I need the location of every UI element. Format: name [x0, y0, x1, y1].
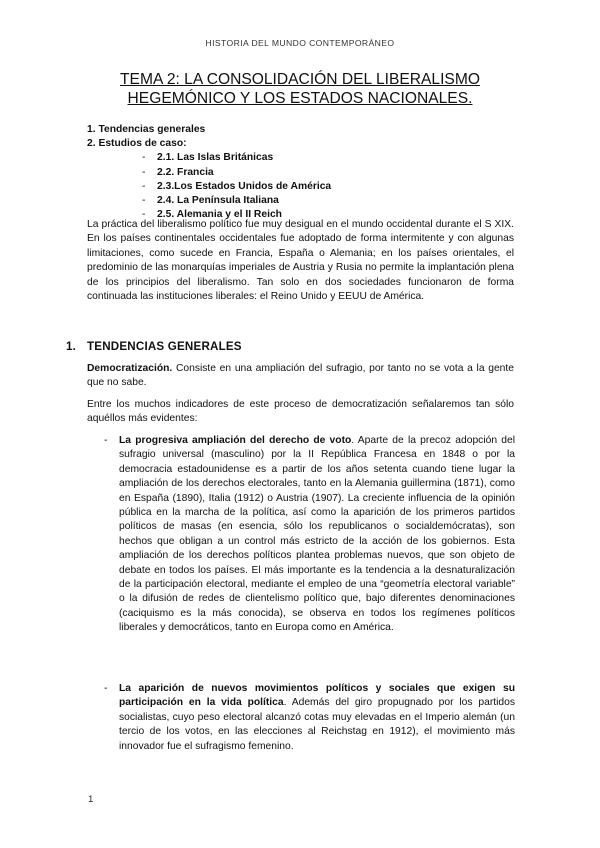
outline-subitem	[87, 194, 527, 208]
bullet-text: . Además del giro propugnado por los partidos socialistas, cuyo peso electoral alcanzó cotas muy elevadas en el Imperio alemán (un tercio de los votos, en las elecciones al Reichstag en 1912), el movimiento más innovador fue el sufragismo femenino.	[119, 697, 515, 752]
bullet-item	[104, 434, 515, 636]
section-heading	[66, 340, 242, 353]
outline-item: 2. Estudios de caso:	[87, 138, 187, 150]
bullet-text: . Aparte de la precoz adopción del sufragio universal (masculino) por la II República Francesa en 1848 o por la democracia estadounidense es a partir de los años setenta cuando tiene lugar la ampliación de los derechos electorales, tanto en la Alemania guillermina (1871), como en España (1890), Italia (1912) o Austria (1907). La creciente influencia de la opinión pública en la marcha de la política, así como la aparición de los primeros partidos políticos de masas (en esencia, sólo los republicanos o socialdemócratas), son hechos que obligan a un control más estricto de la acción de los gobiernos. Esta ampliación de los derechos políticos plantea problemas nuevos, que son objeto de debate en todos los países. El más importante es la tendencia a la desnaturalización de la participación electoral, mediante el empleo de una “geometría electoral variable” o la difusión de redes de clientelismo político que, bajo diferentes denominaciones (caciquismo es la más conocida), se observa en todos los regímenes políticos liberales y democráticos, tanto en Europa como en América.	[119, 435, 515, 634]
bullet-item	[104, 682, 515, 754]
title-line-2: HEGEMÓNICO Y LOS ESTADOS NACIONALES.	[127, 90, 473, 107]
outline-subitem-label: 2.3.Los Estados Unidos de América	[157, 180, 332, 192]
outline-item: 1. Tendencias generales	[87, 124, 206, 135]
democratization-term: Democratización.	[87, 363, 173, 374]
bullet-lead: La aparición de nuevos movimientos políticos y sociales que exigen su participación en la vida política	[119, 683, 515, 709]
dash-marker: -	[142, 166, 146, 178]
outline-subitem-label: 2.5. Alemania y el II Reich	[157, 209, 282, 221]
dash-marker: -	[104, 435, 108, 446]
title-line-1: TEMA 2: LA CONSOLIDACIÓN DEL LIBERALISMO	[120, 71, 480, 88]
outline-subitem-label: 2.4. La Península Italiana	[157, 195, 279, 207]
indicators-paragraph: Entre los muchos indicadores de este proceso de democratización señalaremos tan sólo aquéllos más evidentes:	[87, 399, 514, 425]
dash-marker: -	[142, 152, 146, 164]
running-header: HISTORIA DEL MUNDO CONTEMPORÁNEO	[205, 38, 395, 48]
section-number: 1.	[66, 340, 77, 353]
outline-subitem-label: 2.2. Francia	[157, 166, 214, 178]
topic-outline	[87, 123, 527, 222]
bullet-lead: La progresiva ampliación del derecho de voto	[119, 435, 352, 446]
dash-marker: -	[104, 683, 108, 694]
page-number: 1	[88, 794, 94, 805]
outline-subitem	[87, 180, 527, 194]
dash-marker: -	[142, 180, 146, 192]
dash-marker: -	[142, 209, 146, 221]
outline-subitem	[87, 166, 527, 180]
outline-subitem	[87, 151, 527, 165]
section-heading-text: TENDENCIAS GENERALES	[87, 340, 242, 353]
democratization-paragraph	[87, 362, 514, 391]
intro-paragraph: La práctica del liberalismo político fue muy desigual en el mundo occidental durante el S XIX. En los países continentales occidentales fue adoptado de forma intermitente y con algunas limitaciones, como sucede en Francia, España o Alemania; en los países orientales, el predominio de las monarquías imperiales de Austria y Rusia no permite la implantación plena de los principios del liberalismo. Tan solo en dos sociedades funcionaron de forma continuada las instituciones liberales: el Reino Unido y EEUU de América.	[87, 219, 514, 303]
dash-marker: -	[142, 195, 146, 207]
outline-subitem-label: 2.1. Las Islas Británicas	[157, 152, 274, 164]
democratization-text: Consiste en una ampliación del sufragio, por tanto no se vota a la gente que no sabe.	[87, 363, 514, 389]
page-title	[60, 70, 540, 108]
